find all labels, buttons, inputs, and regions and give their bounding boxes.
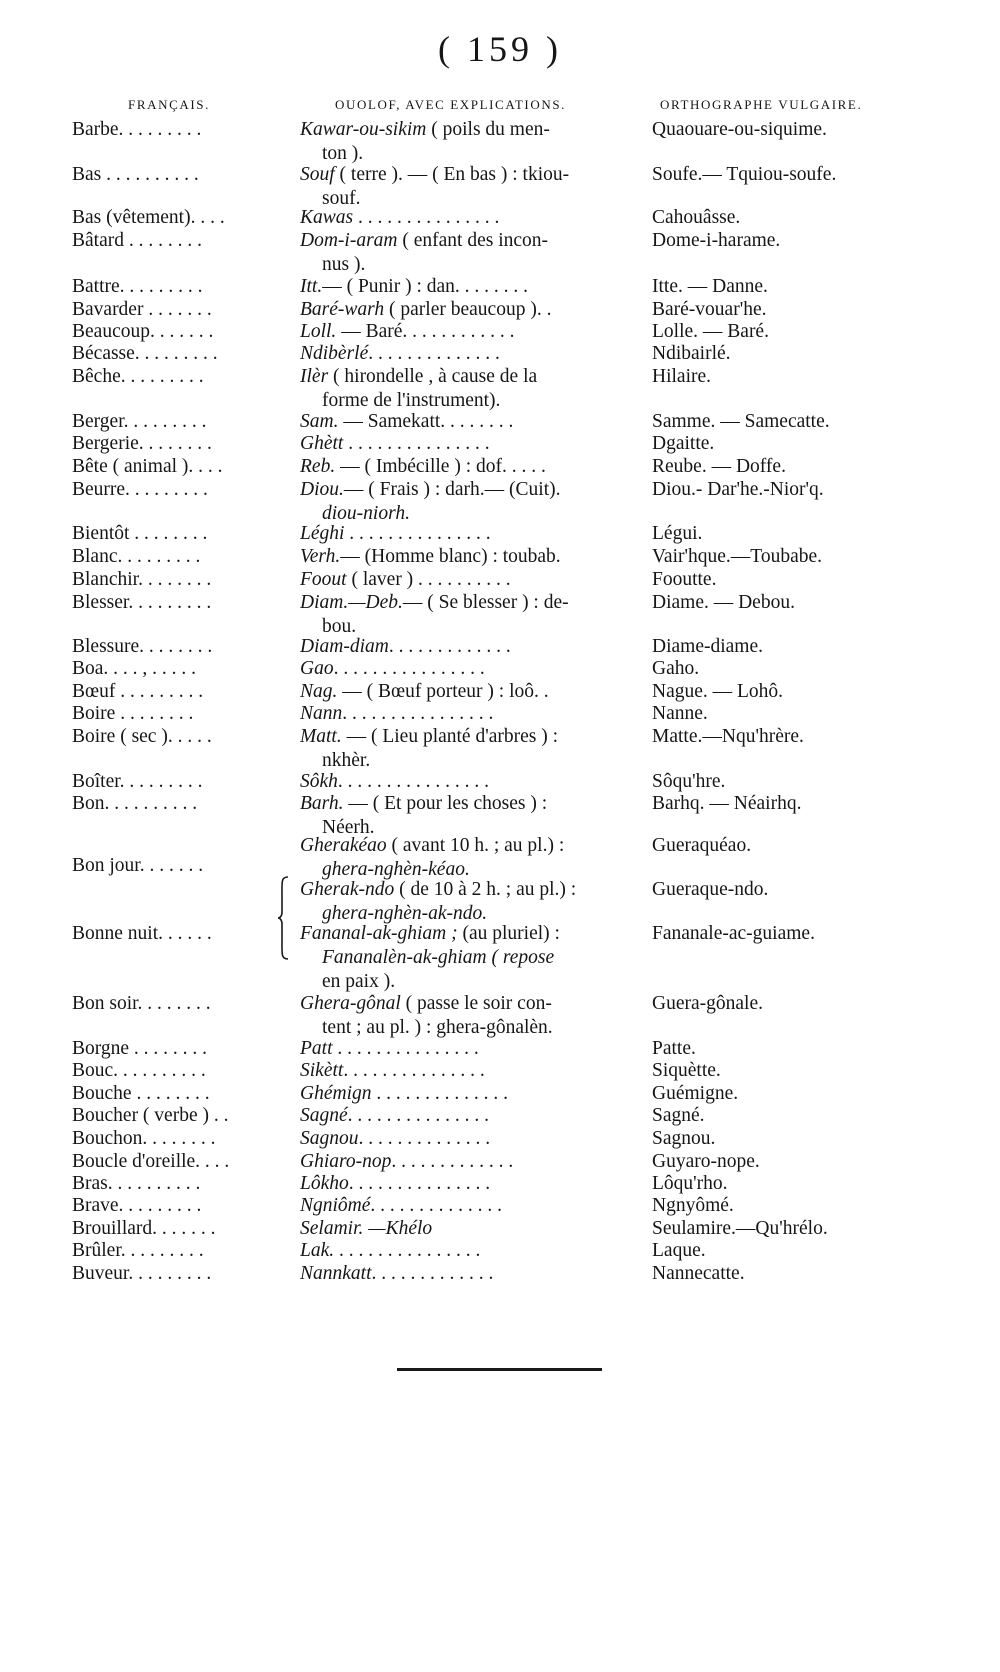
- vulgar-orthography: Soufe.— Tquiou-soufe.: [652, 164, 837, 185]
- wolof-explanation: ( parler beaucoup ). .: [384, 299, 552, 320]
- wolof-lemma: Gherak-ndo: [300, 879, 395, 900]
- entry-row: [0, 992, 1000, 1038]
- wolof-lemma: Nann: [300, 703, 343, 724]
- entry-row: [0, 229, 1000, 275]
- wolof-lemma: Lak.: [300, 1240, 335, 1261]
- wolof-continuation: en paix ).: [322, 971, 396, 992]
- wolof-continuation: Néerh.: [322, 817, 375, 838]
- french-term: Bœuf . . . . . . . . .: [72, 681, 204, 702]
- wolof-continuation: nus ).: [322, 254, 366, 275]
- vulgar-orthography: Fananale-ac-guiame.: [652, 923, 815, 944]
- french-term: Boire . . . . . . . .: [72, 703, 194, 724]
- wolof-term: [300, 1059, 645, 1083]
- wolof-term: [300, 1194, 645, 1218]
- french-term: Bon. . . . . . . . . .: [72, 793, 198, 814]
- french-term: Bouche . . . . . . . .: [72, 1083, 210, 1104]
- wolof-term: [300, 206, 645, 230]
- wolof-explanation: . . . . . . . . . . . . . . .: [343, 433, 490, 454]
- french-term: Brouillard. . . . . . .: [72, 1218, 216, 1239]
- wolof-explanation: — ( Frais ) : darh.— (Cuit).: [343, 479, 561, 500]
- wolof-explanation: — ( Lieu planté d'arbres ) :: [341, 726, 559, 747]
- entry-row: [0, 163, 1000, 209]
- french-term: Blessure. . . . . . . .: [72, 636, 213, 657]
- vulgar-orthography: Guyaro-nope.: [652, 1151, 760, 1172]
- wolof-lemma: Souf: [300, 164, 335, 185]
- entry-row: [0, 365, 1000, 411]
- wolof-explanation: — (Homme blanc) : toubab.: [340, 546, 561, 567]
- vulgar-orthography: Reube. — Doffe.: [652, 456, 786, 477]
- wolof-lemma: Diam-diam: [300, 636, 389, 657]
- vulgar-orthography: Vair'hque.—Toubabe.: [652, 546, 823, 567]
- wolof-lemma: Ghiaro-nop: [300, 1151, 392, 1172]
- entry-row: [0, 591, 1000, 637]
- wolof-term: [300, 229, 645, 253]
- french-term: Beaucoup. . . . . . .: [72, 321, 214, 342]
- french-term: Bientôt . . . . . . . .: [72, 523, 208, 544]
- vulgar-orthography: Barhq. — Néairhq.: [652, 793, 802, 814]
- wolof-term: [300, 1104, 645, 1128]
- wolof-explanation: ( enfant des incon-: [397, 230, 549, 251]
- entry-row: [0, 342, 1000, 366]
- wolof-term: [300, 635, 645, 659]
- column-header-french: FRANÇAIS.: [128, 97, 210, 112]
- wolof-term: [300, 702, 645, 726]
- french-term: Blanc. . . . . . . . .: [72, 546, 201, 567]
- entry-row: [0, 770, 1000, 794]
- french-term: Boucle d'oreille. . . .: [72, 1151, 230, 1172]
- wolof-lemma: Verh.: [300, 546, 341, 567]
- wolof-term: [300, 992, 645, 1016]
- wolof-explanation: . . . . . . . . . . . . . . . .: [337, 771, 490, 792]
- wolof-explanation: ( avant 10 h. ; au pl.) :: [386, 835, 565, 856]
- wolof-explanation: — Baré. . . . . . . . . . . .: [336, 321, 515, 342]
- wolof-term: [300, 365, 645, 389]
- wolof-term: [300, 834, 645, 858]
- french-term: Bras. . . . . . . . . .: [72, 1173, 201, 1194]
- wolof-continuation: ton ).: [322, 143, 364, 164]
- wolof-continuation: tent ; au pl. ) : ghera-gônalèn.: [322, 1017, 553, 1038]
- entry-row: [0, 1150, 1000, 1174]
- entry-row: [0, 455, 1000, 479]
- entry-row: [0, 320, 1000, 344]
- vulgar-orthography: Sagné.: [652, 1105, 705, 1126]
- vulgar-orthography: Laque.: [652, 1240, 706, 1261]
- wolof-term: [300, 1127, 645, 1151]
- wolof-lemma: Sikètt: [300, 1060, 344, 1081]
- wolof-term: [300, 478, 645, 502]
- wolof-term: [300, 342, 645, 366]
- wolof-continuation: ghera-nghèn-ak-ndo.: [322, 903, 488, 924]
- wolof-lemma: Gao: [300, 658, 334, 679]
- wolof-explanation: . . . . . . . . . . . . . .: [358, 1128, 491, 1149]
- vulgar-orthography: Seulamire.—Qu'hrélo.: [652, 1218, 828, 1239]
- french-term: Brûler. . . . . . . . .: [72, 1240, 204, 1261]
- entry-row: [0, 522, 1000, 546]
- wolof-explanation: ( passe le soir con-: [400, 993, 552, 1014]
- wolof-lemma: Ilèr: [300, 366, 329, 387]
- french-term: Boîter. . . . . . . . .: [72, 771, 203, 792]
- wolof-term: [300, 568, 645, 592]
- wolof-lemma: Ndibèrlé: [300, 343, 369, 364]
- french-term: Bon soir. . . . . . . .: [72, 993, 211, 1014]
- vulgar-orthography: Siquètte.: [652, 1060, 721, 1081]
- entry-row: [0, 1037, 1000, 1061]
- wolof-explanation: . . . . . . . . . . . . . .: [368, 343, 500, 364]
- wolof-term: [300, 878, 645, 902]
- wolof-explanation: — ( Punir ) : dan. . . . . . . .: [322, 276, 529, 297]
- wolof-explanation: ( laver ) . . . . . . . . . .: [346, 569, 511, 590]
- entry-row: [0, 410, 1000, 434]
- french-term: Boire ( sec ). . . . .: [72, 726, 212, 747]
- vulgar-orthography: Guera-gônale.: [652, 993, 763, 1014]
- french-term: Bas . . . . . . . . . .: [72, 164, 199, 185]
- entry-row: [0, 432, 1000, 456]
- page-number: ( 159 ): [438, 29, 562, 69]
- french-term: Bergerie. . . . . . . .: [72, 433, 212, 454]
- wolof-term: [300, 1172, 645, 1196]
- wolof-explanation: . . . . . . . . . . . . . . . .: [342, 703, 494, 724]
- wolof-term: [300, 163, 645, 187]
- wolof-continuation: bou.: [322, 616, 357, 637]
- vulgar-orthography: Guémigne.: [652, 1083, 739, 1104]
- wolof-explanation: . . . . . . . . . . . . .: [388, 636, 511, 657]
- wolof-explanation: . . . . . . . . . . . . . . .: [332, 1038, 479, 1059]
- wolof-lemma: Nag.: [300, 681, 338, 702]
- wolof-lemma: Ghètt: [300, 433, 344, 454]
- entry-row: [0, 275, 1000, 299]
- wolof-explanation: — Samekatt. . . . . . . .: [338, 411, 514, 432]
- french-term: Bête ( animal ). . . .: [72, 456, 223, 477]
- wolof-lemma: Dom-i-aram: [300, 230, 398, 251]
- wolof-term: [300, 320, 645, 344]
- wolof-lemma: Lôkho: [300, 1173, 349, 1194]
- entry-row: [0, 1104, 1000, 1128]
- vulgar-orthography: Hilaire.: [652, 366, 712, 387]
- vulgar-orthography: Diame-diame.: [652, 636, 763, 657]
- entry-row: [0, 792, 1000, 838]
- wolof-explanation: . . . . . . . . . . . . . . .: [343, 1060, 485, 1081]
- vulgar-orthography: Dgaitte.: [652, 433, 715, 454]
- bon-jour-brace: [277, 876, 289, 960]
- french-term: Bavarder . . . . . . .: [72, 299, 212, 320]
- vulgar-orthography: Dome-i-harame.: [652, 230, 781, 251]
- wolof-continuation: Fananalèn-ak-ghiam ( repose: [322, 947, 555, 968]
- french-term: Bon jour. . . . . . .: [72, 855, 204, 876]
- wolof-explanation: — ( Et pour les choses ) :: [343, 793, 548, 814]
- wolof-term: [300, 725, 645, 749]
- entry-row: [0, 206, 1000, 230]
- vulgar-orthography: Cahouâsse.: [652, 207, 741, 228]
- vulgar-orthography: Ngnyômé.: [652, 1195, 734, 1216]
- french-term: Bouchon. . . . . . . .: [72, 1128, 216, 1149]
- wolof-explanation: . . . . . . . . . . . . . . .: [353, 207, 500, 228]
- wolof-term: [300, 1217, 645, 1241]
- wolof-lemma: Sagnou: [300, 1128, 359, 1149]
- wolof-explanation: ( hirondelle , à cause de la: [328, 366, 538, 387]
- wolof-lemma: Ghémign: [300, 1083, 372, 1104]
- vulgar-orthography: Diame. — Debou.: [652, 592, 795, 613]
- vulgar-orthography: Patte.: [652, 1038, 696, 1059]
- entry-row: [0, 657, 1000, 681]
- wolof-term: [300, 770, 645, 794]
- wolof-term: [300, 275, 645, 299]
- wolof-term: [300, 298, 645, 322]
- wolof-explanation: . . . . . . . . . . . . . . . .: [333, 658, 485, 679]
- wolof-lemma: Fananal-ak-ghiam ;: [300, 923, 458, 944]
- entry-row: [0, 568, 1000, 592]
- vulgar-orthography: Samme. — Samecatte.: [652, 411, 830, 432]
- column-header-orthography: ORTHOGRAPHE VULGAIRE.: [660, 97, 863, 112]
- wolof-lemma: Ghera-gônal: [300, 993, 401, 1014]
- entry-row: [0, 118, 1000, 164]
- wolof-term: [300, 432, 645, 456]
- vulgar-orthography: Nanne.: [652, 703, 708, 724]
- entry-row: [0, 922, 1000, 992]
- entry-row: [0, 635, 1000, 659]
- vulgar-orthography: Fooutte.: [652, 569, 717, 590]
- vulgar-orthography: Nague. — Lohô.: [652, 681, 784, 702]
- french-term: Bas (vêtement). . . .: [72, 207, 225, 228]
- vulgar-orthography: Lolle. — Baré.: [652, 321, 769, 342]
- wolof-lemma: Selamir. —Khélo: [300, 1218, 433, 1239]
- wolof-lemma: Ngniômé: [300, 1195, 371, 1216]
- wolof-continuation: ghera-nghèn-kéao.: [322, 859, 470, 880]
- wolof-continuation: nkhèr.: [322, 750, 371, 771]
- wolof-term: [300, 680, 645, 704]
- wolof-term: [300, 522, 645, 546]
- end-rule: [397, 1368, 602, 1371]
- wolof-lemma: Sagné: [300, 1105, 348, 1126]
- french-term: Battre. . . . . . . . .: [72, 276, 203, 297]
- wolof-explanation: . . . . . . . . . . . . . .: [371, 1083, 508, 1104]
- wolof-lemma: Sôkh: [300, 771, 338, 792]
- vulgar-orthography: Quaouare-ou-siquime.: [652, 119, 827, 140]
- wolof-lemma: Kawas: [300, 207, 354, 228]
- wolof-term: [300, 1037, 645, 1061]
- wolof-explanation: — ( Imbécille ) : dof. . . . .: [335, 456, 546, 477]
- wolof-term: [300, 1082, 645, 1106]
- wolof-lemma: Sam.: [300, 411, 339, 432]
- wolof-explanation: . . . . . . . . . . . . .: [371, 1263, 494, 1284]
- wolof-explanation: — ( Se blesser ) : de-: [402, 592, 569, 613]
- wolof-term: [300, 591, 645, 615]
- french-term: Bouc. . . . . . . . . .: [72, 1060, 206, 1081]
- entry-row: [0, 1239, 1000, 1263]
- vulgar-orthography: Gueraque-ndo.: [652, 879, 769, 900]
- french-term: Brave. . . . . . . . .: [72, 1195, 202, 1216]
- french-term: Borgne . . . . . . . .: [72, 1038, 208, 1059]
- french-term: Bécasse. . . . . . . . .: [72, 343, 218, 364]
- wolof-term: [300, 922, 645, 946]
- wolof-lemma: Baré-warh: [300, 299, 385, 320]
- french-term: Buveur. . . . . . . . .: [72, 1263, 212, 1284]
- french-term: Beurre. . . . . . . . .: [72, 479, 208, 500]
- wolof-lemma: Kawar-ou-sikim: [300, 119, 427, 140]
- wolof-term: [300, 1239, 645, 1263]
- wolof-explanation: . . . . . . . . . . . . . . .: [348, 1173, 491, 1194]
- wolof-term: [300, 118, 645, 142]
- wolof-explanation: ( poils du men-: [426, 119, 550, 140]
- french-term: Boa. . . . , . . . . .: [72, 658, 197, 679]
- vulgar-orthography: Diou.- Dar'he.-Nior'q.: [652, 479, 824, 500]
- wolof-lemma: Barh.: [300, 793, 344, 814]
- vulgar-orthography: Ndibairlé.: [652, 343, 731, 364]
- french-term: Blanchir. . . . . . . .: [72, 569, 212, 590]
- entry-row: [0, 702, 1000, 726]
- wolof-lemma: Nannkatt: [300, 1263, 372, 1284]
- entry-row: [0, 1127, 1000, 1151]
- french-term: Berger. . . . . . . . .: [72, 411, 207, 432]
- french-term: Barbe. . . . . . . . .: [72, 119, 202, 140]
- wolof-term: [300, 455, 645, 479]
- vulgar-orthography: Sagnou.: [652, 1128, 716, 1149]
- wolof-continuation: souf.: [322, 188, 361, 209]
- vulgar-orthography: Baré-vouar'he.: [652, 299, 767, 320]
- entry-row: [0, 1262, 1000, 1286]
- wolof-term: [300, 1150, 645, 1174]
- vulgar-orthography: Gueraquéao.: [652, 835, 752, 856]
- vulgar-orthography: Gaho.: [652, 658, 700, 679]
- wolof-explanation: ( de 10 à 2 h. ; au pl.) :: [394, 879, 577, 900]
- entry-row: [0, 298, 1000, 322]
- wolof-explanation: ( terre ). — ( En bas ) : tkiou-: [334, 164, 570, 185]
- wolof-lemma: Léghi: [300, 523, 345, 544]
- wolof-lemma: Foout: [300, 569, 347, 590]
- wolof-explanation: . . . . . . . . . . . . . . .: [334, 1240, 481, 1261]
- wolof-continuation: forme de l'instrument).: [322, 390, 501, 411]
- entry-row: [0, 725, 1000, 771]
- wolof-lemma: Matt.: [300, 726, 342, 747]
- column-header-wolof: OUOLOF, AVEC EXPLICATIONS.: [335, 97, 567, 112]
- french-term: Bonne nuit. . . . . .: [72, 923, 212, 944]
- wolof-explanation: . . . . . . . . . . . . . . .: [344, 523, 491, 544]
- vulgar-orthography: Légui.: [652, 523, 703, 544]
- wolof-lemma: Itt.: [300, 276, 323, 297]
- wolof-explanation: — ( Bœuf porteur ) : loô. .: [337, 681, 549, 702]
- entry-row: [0, 1217, 1000, 1241]
- wolof-lemma: Loll.: [300, 321, 337, 342]
- entry-row: [0, 545, 1000, 569]
- french-term: Bêche. . . . . . . . .: [72, 366, 204, 387]
- entry-row: [0, 478, 1000, 524]
- wolof-explanation: . . . . . . . . . . . . . .: [370, 1195, 503, 1216]
- entry-row: [0, 1059, 1000, 1083]
- wolof-explanation: (au pluriel) :: [457, 923, 560, 944]
- wolof-term: [300, 545, 645, 569]
- vulgar-orthography: Itte. — Danne.: [652, 276, 768, 297]
- wolof-term: [300, 410, 645, 434]
- wolof-explanation: . . . . . . . . . . . . .: [391, 1151, 514, 1172]
- entry-row: [0, 1082, 1000, 1106]
- entry-row: [0, 680, 1000, 704]
- wolof-lemma: Diou.: [300, 479, 344, 500]
- wolof-lemma: Reb.: [300, 456, 336, 477]
- vulgar-orthography: Nannecatte.: [652, 1263, 745, 1284]
- wolof-term: [300, 792, 645, 816]
- entry-row: [0, 1194, 1000, 1218]
- french-term: Boucher ( verbe ) . .: [72, 1105, 229, 1126]
- entry-row: [0, 1172, 1000, 1196]
- wolof-term: [300, 657, 645, 681]
- french-term: Bâtard . . . . . . . .: [72, 230, 202, 251]
- wolof-lemma: Diam.—Deb.: [300, 592, 403, 613]
- vulgar-orthography: Sôqu'hre.: [652, 771, 726, 792]
- wolof-lemma: Patt: [300, 1038, 333, 1059]
- wolof-explanation: . . . . . . . . . . . . . . .: [347, 1105, 490, 1126]
- vulgar-orthography: Lôqu'rho.: [652, 1173, 728, 1194]
- wolof-continuation: diou-niorh.: [322, 503, 410, 524]
- wolof-lemma: Gherakéao: [300, 835, 387, 856]
- wolof-term: [300, 1262, 645, 1286]
- french-term: Blesser. . . . . . . . .: [72, 592, 212, 613]
- vulgar-orthography: Matte.—Nqu'hrère.: [652, 726, 804, 747]
